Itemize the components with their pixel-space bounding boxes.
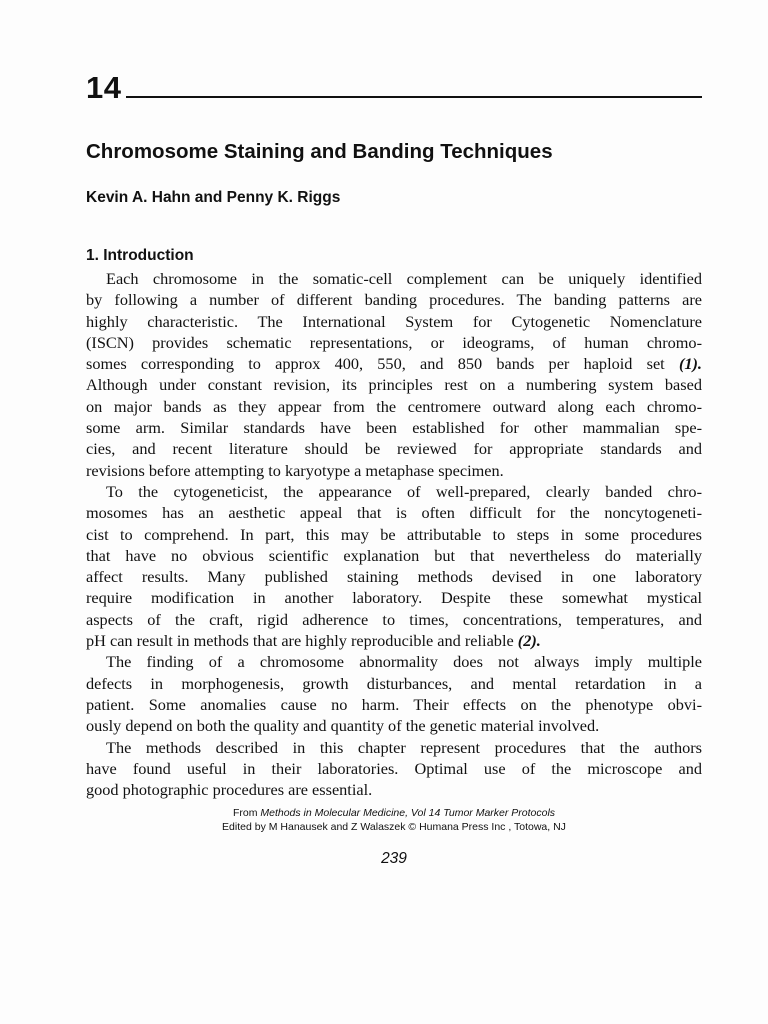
paragraph-3-line-4: ously depend on both the quality and quantity of the genetic material involved. xyxy=(86,716,600,736)
paragraph-3-line-2: defects in morphogenesis, growth disturbances, and mental retardation in a xyxy=(86,673,702,693)
paragraph-1-line-4: (ISCN) provides schematic representations, or ideograms, of human chromo- xyxy=(86,332,702,352)
chapter-rule xyxy=(126,96,702,98)
section-heading: 1. Introduction xyxy=(86,247,194,264)
chapter-number: 14 xyxy=(86,70,122,105)
paragraph-4-line-1: The methods described in this chapter represent procedures that the authors xyxy=(106,737,702,757)
citation-2: (2). xyxy=(517,631,541,651)
paragraph-2-line-8 xyxy=(86,630,702,651)
paragraph-2-line-8-text: pH can result in methods that are highly reproducible and reliable xyxy=(86,631,514,651)
paragraph-1-line-6: Although under constant revision, its principles rest on a numbering system based xyxy=(86,375,702,395)
paragraph-2-line-1: To the cytogeneticist, the appearance of well-prepared, clearly banded chro- xyxy=(106,481,702,501)
paragraph-4-line-3: good photographic procedures are essential. xyxy=(86,780,373,800)
paragraph-1-line-5 xyxy=(86,353,702,374)
paragraph-2-line-7: aspects of the craft, rigid adherence to times, concentrations, temperatures, and xyxy=(86,609,702,629)
footnote-source-title: Methods in Molecular Medicine, Vol 14 Tumor Marker Protocols xyxy=(260,807,556,819)
footnote-source-line xyxy=(86,806,702,820)
paragraph-1-line-3: highly characteristic. The International System for Cytogenetic Nomenclature xyxy=(86,311,702,331)
paragraph-2-line-3: cist to comprehend. In part, this may be attributable to steps in some procedures xyxy=(86,524,702,544)
paragraph-3-line-1: The finding of a chromosome abnormality does not always imply multiple xyxy=(106,652,702,672)
paragraph-2-line-4: that have no obvious scientific explanation but that nevertheless do materially xyxy=(86,545,702,565)
paragraph-4-line-2: have found useful in their laboratories. Optimal use of the microscope and xyxy=(86,758,702,778)
paragraph-1-line-9: cies, and recent literature should be reviewed for appropriate standards and xyxy=(86,439,702,459)
paragraph-2-line-5: affect results. Many published staining methods devised in one laboratory xyxy=(86,567,702,587)
source-footnote xyxy=(86,806,702,834)
chapter-authors: Kevin A. Hahn and Penny K. Riggs xyxy=(86,189,341,206)
citation-1: (1). xyxy=(678,354,702,374)
paragraph-3-line-3: patient. Some anomalies cause no harm. Their effects on the phenotype obvi- xyxy=(86,694,702,714)
paragraph-1-line-7: on major bands as they appear from the centromere outward along each chromo- xyxy=(86,396,702,416)
paragraph-2-line-6: require modification in another laboratory. Despite these somewhat mystical xyxy=(86,588,702,608)
footnote-edited-line: Edited by M Hanausek and Z Walaszek © Humana Press Inc , Totowa, NJ xyxy=(222,821,566,833)
paragraph-2-line-2: mosomes has an aesthetic appeal that is often difficult for the noncytogeneti- xyxy=(86,503,702,523)
paragraph-1-line-10: revisions before attempting to karyotype a metaphase specimen. xyxy=(86,460,504,480)
paragraph-1-line-2: by following a number of different banding procedures. The banding patterns are xyxy=(86,290,702,310)
paragraph-1-line-8: some arm. Similar standards have been established for other mammalian spe- xyxy=(86,418,702,438)
page-number: 239 xyxy=(381,850,407,867)
paragraph-1-line-1: Each chromosome in the somatic-cell complement can be uniquely identified xyxy=(106,269,702,288)
footnote-from-label: From xyxy=(232,807,258,819)
chapter-title: Chromosome Staining and Banding Techniques xyxy=(86,140,553,163)
paragraph-1-line-5-text: somes corresponding to approx 400, 550, and 850 bands per haploid set xyxy=(86,354,665,374)
body-text xyxy=(86,268,702,800)
